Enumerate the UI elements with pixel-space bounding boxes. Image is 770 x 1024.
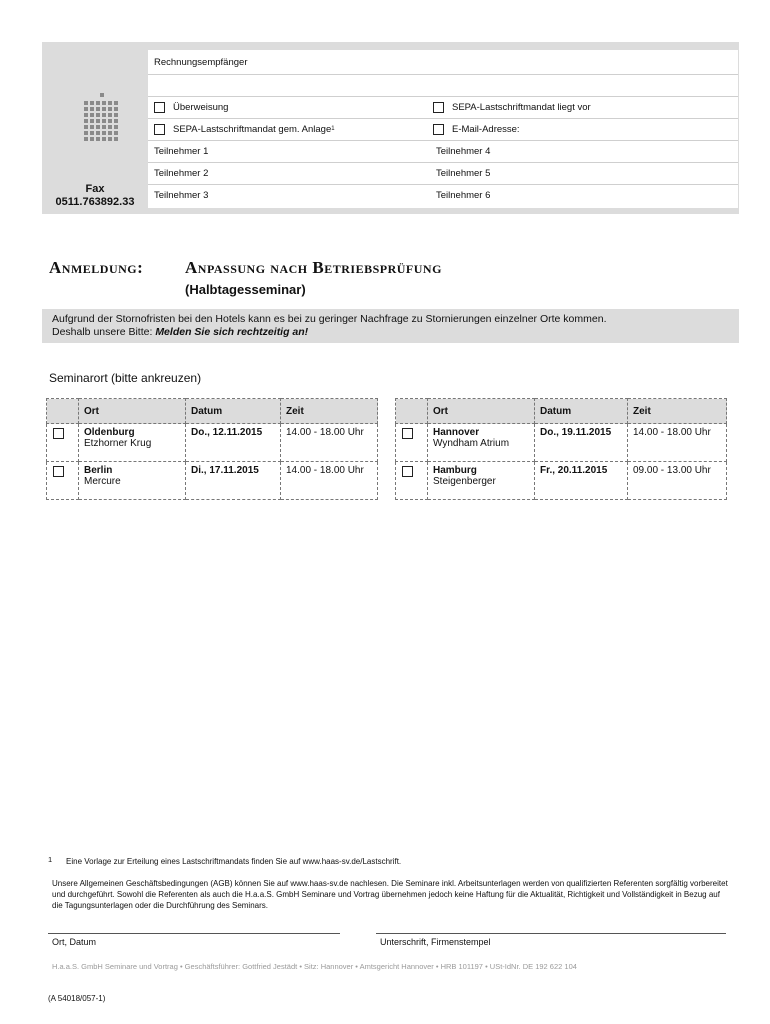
seminar-location-label: Seminarort (bitte ankreuzen) <box>49 371 202 385</box>
select-hamburg-checkbox[interactable] <box>402 466 413 477</box>
participant-2-field[interactable]: Teilnehmer 2 <box>154 167 209 179</box>
participant-row-1 <box>148 140 738 163</box>
email-label: E-Mail-Adresse: <box>452 123 520 135</box>
footnote-mark: 1 <box>48 855 53 864</box>
participant-row-2 <box>148 162 738 185</box>
select-berlin-checkbox[interactable] <box>53 466 64 477</box>
heading-subtitle: (Halbtagesseminar) <box>185 282 306 297</box>
participant-5-field[interactable]: Teilnehmer 5 <box>436 167 491 179</box>
venue-name: Etzhorner Krug <box>84 438 152 449</box>
city-name: Hamburg <box>433 465 477 476</box>
footnote-ref: 1 <box>331 126 335 132</box>
table-header <box>47 399 378 424</box>
payment-row-1 <box>148 96 738 119</box>
option-sepa-existing[interactable] <box>433 96 591 118</box>
place-date-label: Ort, Datum <box>52 937 97 947</box>
header-location: Ort <box>428 399 535 424</box>
header-time: Zeit <box>281 399 378 424</box>
transfer-checkbox[interactable] <box>154 102 165 113</box>
notice-line-1: Aufgrund der Stornofristen bei den Hotels kann es bei zu geringer Nachfrage zu Stornierungen einzelner Orte kommen. <box>52 313 607 325</box>
header-location: Ort <box>79 399 186 424</box>
participant-4-field[interactable]: Teilnehmer 4 <box>436 145 491 157</box>
notice-emphasis: Melden Sie sich rechtzeitig an! <box>155 326 309 338</box>
table-row <box>47 462 378 500</box>
header-date: Datum <box>535 399 628 424</box>
seminar-time: 14.00 - 18.00 Uhr <box>628 424 727 462</box>
city-name: Berlin <box>84 465 113 476</box>
seminar-date: Fr., 20.11.2015 <box>535 462 628 500</box>
seminar-date: Do., 19.11.2015 <box>535 424 628 462</box>
header-time: Zeit <box>628 399 727 424</box>
seminar-time: 09.00 - 13.00 Uhr <box>628 462 727 500</box>
sepa-existing-checkbox[interactable] <box>433 102 444 113</box>
table-header <box>396 399 727 424</box>
city-name: Oldenburg <box>84 427 135 438</box>
sepa-attachment-checkbox[interactable] <box>154 124 165 135</box>
sepa-existing-label: SEPA-Lastschriftmandat liegt vor <box>452 101 591 113</box>
document-number: (A 54018/057-1) <box>48 994 106 1003</box>
footnote-text: Eine Vorlage zur Erteilung eines Lastschriftmandats finden Sie auf www.haas-sv.de/Lastschrift. <box>66 857 402 866</box>
seminar-table-right <box>395 398 727 500</box>
fax-number: Fax 0511.763892.33 <box>55 183 135 208</box>
recipient-row <box>148 50 738 75</box>
company-imprint: H.a.a.S. GmbH Seminare und Vortrag • Geschäftsführer: Gottfried Jestädt • Sitz: Hannover • Amtsgericht Hannover • HRB 101197 • USt-IdNr. DE 192 622 104 <box>52 962 577 971</box>
option-email[interactable] <box>433 118 520 140</box>
option-sepa-attachment[interactable] <box>154 118 335 140</box>
place-date-line[interactable] <box>48 933 340 934</box>
payment-row-2 <box>148 118 738 141</box>
notice-line-2: Deshalb unsere Bitte: Melden Sie sich rechtzeitig an! <box>52 326 309 338</box>
city-name: Hannover <box>433 427 480 438</box>
option-transfer[interactable] <box>154 96 228 118</box>
seminar-time: 14.00 - 18.00 Uhr <box>281 462 378 500</box>
terms-text: Unsere Allgemeinen Geschäftsbedingungen (AGB) können Sie auf www.haas-sv.de nachlesen. Die Seminare inkl. Arbeitsunterlagen werden von qualifizierten Referenten sorgfältig vorbereitet und durchgeführt. Sowohl die Referenten als auch die H.a.a.S. GmbH Seminare und Vortrag übernehmen jedoch keine Haftung für die Aktualität, Richtigkeit und Vollständigkeit in Bezug auf die Tagungsunterlagen oder die Durchführung des Seminars. <box>52 879 728 910</box>
participant-1-field[interactable]: Teilnehmer 1 <box>154 145 209 157</box>
recipient-label: Rechnungsempfänger <box>154 56 248 68</box>
table-row <box>396 462 727 500</box>
fax-machine-icon <box>84 93 120 143</box>
participant-row-3 <box>148 184 738 206</box>
venue-name: Wyndham Atrium <box>433 438 510 449</box>
table-row <box>396 424 727 462</box>
heading-registration: Anmeldung: <box>49 258 144 277</box>
seminar-time: 14.00 - 18.00 Uhr <box>281 424 378 462</box>
table-row <box>47 424 378 462</box>
seminar-table-left <box>46 398 378 500</box>
registration-form <box>148 50 738 208</box>
participant-3-field[interactable]: Teilnehmer 3 <box>154 189 209 201</box>
participant-6-field[interactable]: Teilnehmer 6 <box>436 189 491 201</box>
signature-line[interactable] <box>376 933 726 934</box>
sepa-attachment-label: SEPA-Lastschriftmandat gem. Anlage <box>173 123 332 135</box>
select-hannover-checkbox[interactable] <box>402 428 413 439</box>
seminar-date: Do., 12.11.2015 <box>186 424 281 462</box>
recipient-input-row[interactable] <box>148 74 738 97</box>
header-date: Datum <box>186 399 281 424</box>
transfer-label: Überweisung <box>173 101 229 113</box>
signature-label: Unterschrift, Firmenstempel <box>380 937 491 947</box>
heading-title: Anpassung nach Betriebsprüfung <box>185 258 442 277</box>
email-checkbox[interactable] <box>433 124 444 135</box>
select-oldenburg-checkbox[interactable] <box>53 428 64 439</box>
venue-name: Steigenberger <box>433 476 496 487</box>
venue-name: Mercure <box>84 476 121 487</box>
cancellation-notice <box>42 309 739 343</box>
seminar-date: Di., 17.11.2015 <box>186 462 281 500</box>
